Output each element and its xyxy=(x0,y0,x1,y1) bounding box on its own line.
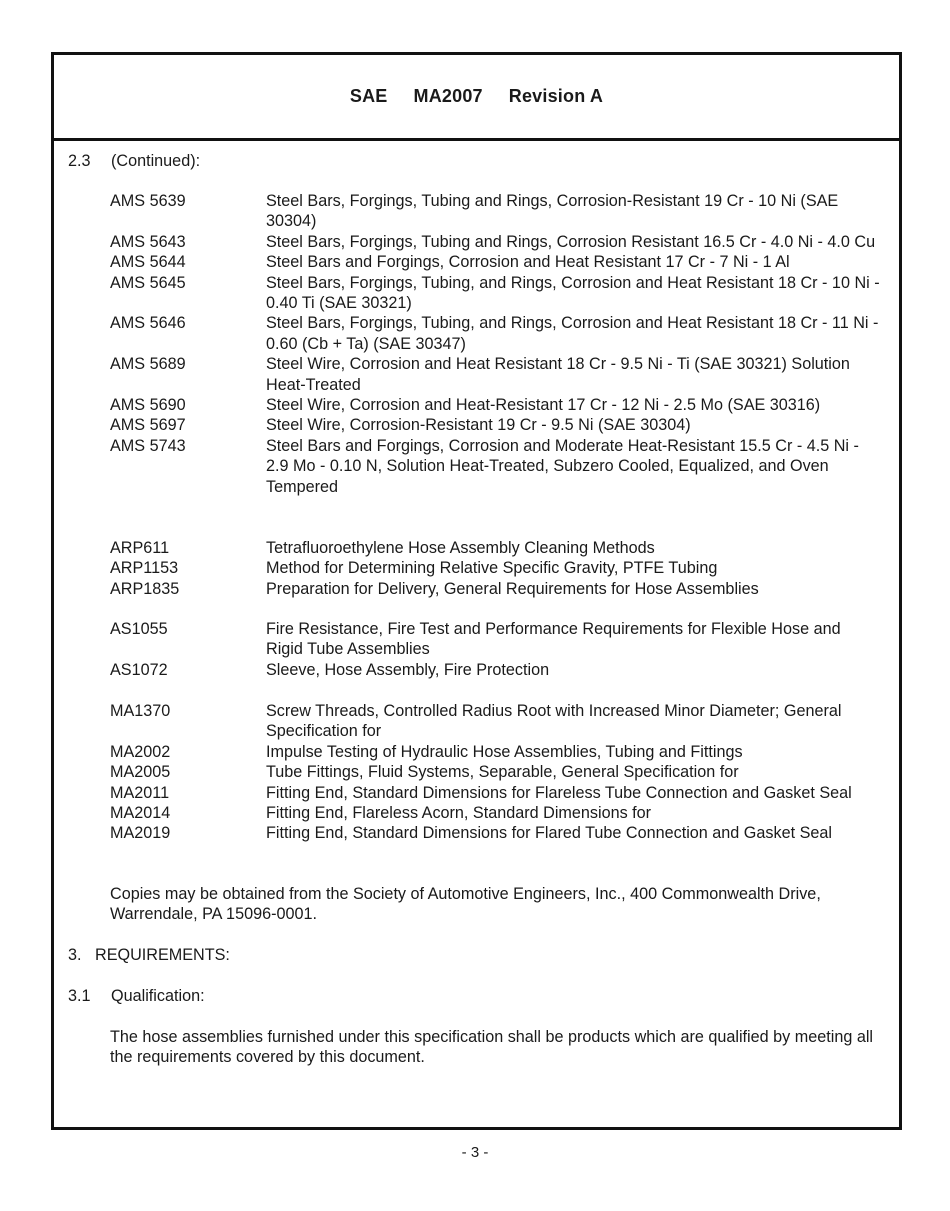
reference-title: Tube Fittings, Fluid Systems, Separable, General Specification for xyxy=(266,763,739,782)
reference-title: Preparation for Delivery, General Requirements for Hose Assemblies xyxy=(266,579,759,598)
reference-group-as xyxy=(110,619,880,680)
reference-row xyxy=(110,313,880,354)
reference-row xyxy=(110,436,880,497)
reference-code: MA1370 xyxy=(110,702,171,720)
reference-title: Steel Bars, Forgings, Tubing, and Rings, Corrosion and Heat Resistant 18 Cr - 11 Ni - 0.60 (Cb + Ta) (SAE 30347) xyxy=(266,314,879,353)
reference-code: ARP1835 xyxy=(110,579,180,598)
section-2-3-heading xyxy=(68,151,888,171)
reference-group-ams xyxy=(110,191,880,497)
reference-title: Fitting End, Flareless Acorn, Standard Dimensions for xyxy=(266,804,652,823)
reference-code: AMS 5690 xyxy=(110,396,186,415)
reference-code: MA2014 xyxy=(110,804,171,823)
header-revision: Revision A xyxy=(508,86,604,106)
reference-code: MA2002 xyxy=(110,742,171,761)
reference-row xyxy=(110,252,880,272)
reference-title: Tetrafluoroethylene Hose Assembly Cleaning Methods xyxy=(266,539,655,557)
reference-title: Impulse Testing of Hydraulic Hose Assemblies, Tubing and Fittings xyxy=(266,742,743,761)
reference-code: AS1072 xyxy=(110,660,168,679)
reference-title: Sleeve, Hose Assembly, Fire Protection xyxy=(266,660,550,679)
reference-code: ARP1153 xyxy=(110,559,179,578)
header-org: SAE xyxy=(349,86,388,106)
section-number: 3. xyxy=(68,946,82,964)
reference-code: AMS 5644 xyxy=(110,253,186,272)
reference-row xyxy=(110,395,880,415)
reference-row xyxy=(110,701,880,742)
reference-row xyxy=(110,579,880,599)
reference-title: Steel Bars and Forgings, Corrosion and Moderate Heat-Resistant 15.5 Cr - 4.5 Ni - 2.9 Mo - 0.10 N, Solution Heat-Treated, Subzero Cooled, Equalized, and Oven Tempered xyxy=(266,436,859,496)
reference-row xyxy=(110,742,880,762)
reference-group-arp xyxy=(110,538,880,599)
reference-row xyxy=(110,660,880,680)
reference-title: Steel Wire, Corrosion-Resistant 19 Cr - 9.5 Ni (SAE 30304) xyxy=(266,416,691,435)
reference-row xyxy=(110,354,880,395)
reference-row xyxy=(110,558,880,578)
reference-code: AMS 5689 xyxy=(110,355,186,374)
reference-code: ARP611 xyxy=(110,539,170,557)
reference-code: MA2005 xyxy=(110,763,171,782)
reference-row xyxy=(110,191,880,232)
header-doc-id: MA2007 xyxy=(413,86,483,106)
section-title: (Continued): xyxy=(111,152,201,170)
reference-title: Steel Bars, Forgings, Tubing and Rings, Corrosion Resistant 16.5 Cr - 4.0 Ni - 4.0 Cu xyxy=(266,232,876,251)
reference-row xyxy=(110,232,880,252)
reference-title: Steel Wire, Corrosion and Heat-Resistant 17 Cr - 12 Ni - 2.5 Mo (SAE 30316) xyxy=(266,396,821,415)
reference-row xyxy=(110,619,880,660)
reference-title: Fire Resistance, Fire Test and Performance Requirements for Flexible Hose and Rigid Tube Assemblies xyxy=(266,620,841,659)
reference-title: Steel Bars, Forgings, Tubing and Rings, Corrosion-Resistant 19 Cr - 10 Ni (SAE 30304) xyxy=(266,192,839,231)
reference-code: AMS 5643 xyxy=(110,232,186,251)
reference-title: Steel Wire, Corrosion and Heat Resistant 18 Cr - 9.5 Ni - Ti (SAE 30321) Solution Heat-Treated xyxy=(266,355,850,394)
reference-row xyxy=(110,762,880,782)
reference-code: AMS 5697 xyxy=(110,416,186,435)
qualification-body: The hose assemblies furnished under this specification shall be products which are qualified by meeting all the requirements covered by this document. xyxy=(110,1028,874,1067)
reference-title: Steel Bars, Forgings, Tubing, and Rings, Corrosion and Heat Resistant 18 Cr - 10 Ni - 0.40 Ti (SAE 30321) xyxy=(266,273,880,313)
reference-code: AMS 5645 xyxy=(110,273,186,292)
reference-row xyxy=(110,823,880,843)
page-number: - 3 - xyxy=(461,1144,489,1161)
reference-title: Screw Threads, Controlled Radius Root with Increased Minor Diameter; General Specification for xyxy=(266,702,842,741)
reference-code: AMS 5743 xyxy=(110,436,186,455)
reference-code: MA2019 xyxy=(110,824,171,843)
reference-row xyxy=(110,538,880,558)
section-3-heading xyxy=(68,945,888,965)
reference-title: Steel Bars and Forgings, Corrosion and Heat Resistant 17 Cr - 7 Ni - 1 Al xyxy=(266,253,790,272)
reference-row xyxy=(110,273,880,314)
reference-title: Method for Determining Relative Specific Gravity, PTFE Tubing xyxy=(266,559,718,578)
section-number: 3.1 xyxy=(68,987,91,1005)
section-title: REQUIREMENTS: xyxy=(95,946,230,964)
reference-row xyxy=(110,783,880,803)
reference-group-ma xyxy=(110,701,880,844)
reference-code: AMS 5639 xyxy=(110,192,186,210)
section-3-1-heading xyxy=(68,986,888,1006)
reference-title: Fitting End, Standard Dimensions for Flared Tube Connection and Gasket Seal xyxy=(266,824,832,843)
section-number: 2.3 xyxy=(68,152,91,170)
copies-note: Copies may be obtained from the Society of Automotive Engineers, Inc., 400 Commonwealth Drive, Warrendale, PA 15096-0001. xyxy=(110,885,821,924)
document-header xyxy=(54,55,899,141)
reference-row xyxy=(110,803,880,823)
reference-code: AMS 5646 xyxy=(110,314,186,333)
reference-row xyxy=(110,415,880,435)
reference-title: Fitting End, Standard Dimensions for Flareless Tube Connection and Gasket Seal xyxy=(266,783,852,802)
reference-code: MA2011 xyxy=(110,783,170,802)
page-frame xyxy=(51,52,902,1130)
reference-code: AS1055 xyxy=(110,620,168,638)
section-title: Qualification: xyxy=(111,987,205,1005)
